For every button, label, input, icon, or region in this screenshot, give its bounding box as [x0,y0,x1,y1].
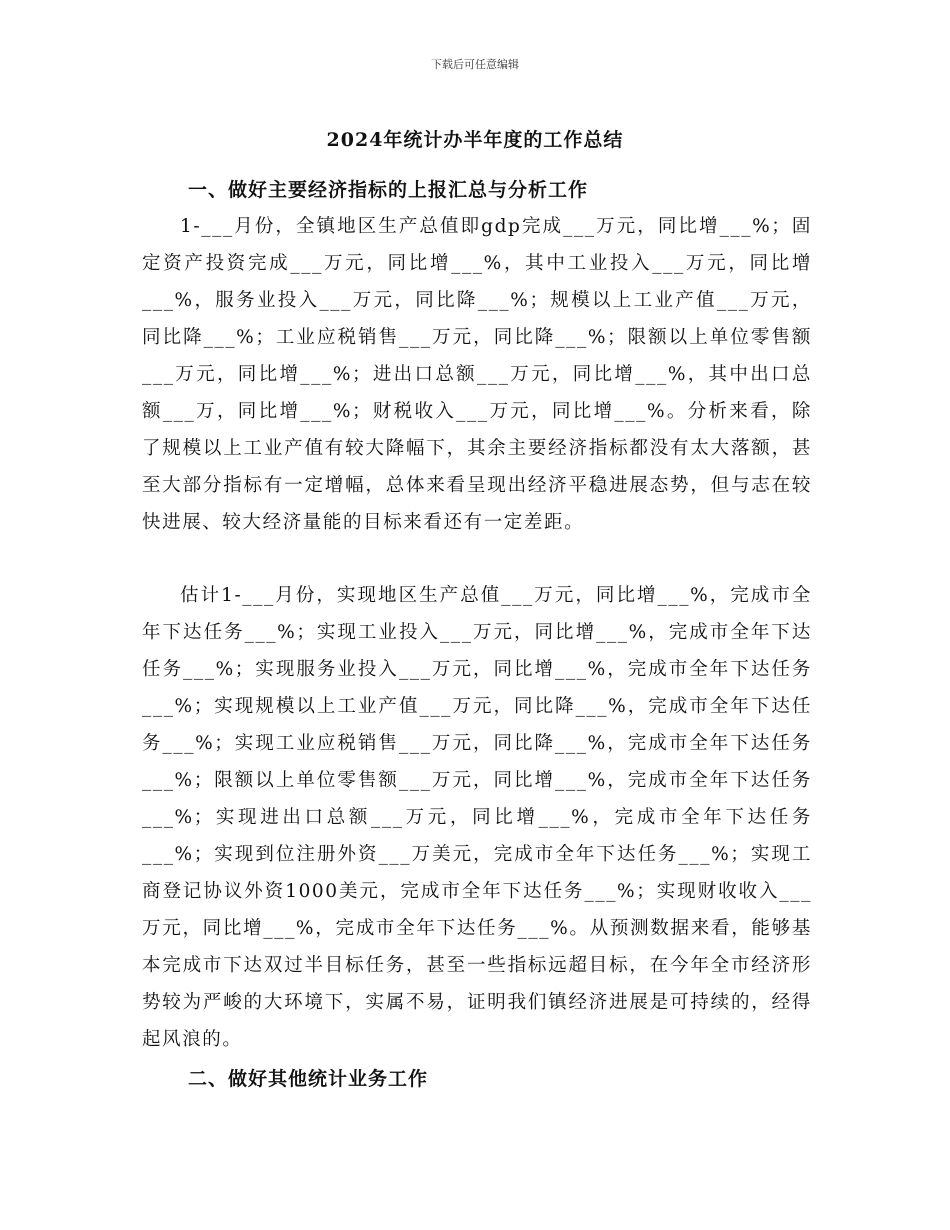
page-header-note: 下载后可任意编辑 [431,58,519,71]
paragraph-2: 估计1-___月份，实现地区生产总值___万元，同比增___%，完成市全年下达任务___%；实现工业投入___万元，同比增___%，完成市全年下达任务___%；实现服务业投入___万元，同比增___%，完成市全年下达任务___%；实现规模以上工业产值___万元，同比降___%，完成市全年下达任务___%；实现工业应税销售___万元，同比降___%，完成市全年下达任务___%；限额以上单位零售额___万元，同比增___%，完成市全年下达任务___%；实现进出口总额___万元，同比增___%，完成市全年下达任务___%；实现到位注册外资___万美元，完成市全年下达任务___%；实现工商登记协议外资1000美元，完成市全年下达任务___%；实现财收收入___万元，同比增___%，完成市全年下达任务___%。从预测数据来看，能够基本完成市下达双过半目标任务，甚至一些指标远超目标，在今年全市经济形势较为严峻的大环境下，实属不易，证明我们镇经济进展是可持续的，经得起风浪的。 [142,585,812,1050]
paragraph-1: 1-___月份，全镇地区生产总值即gdp完成___万元，同比增___%；固定资产投资完成___万元，同比增___%，其中工业投入___万元，同比增___%，服务业投入___万元，同比降___%；规模以上工业产值___万元，同比降___%；工业应税销售___万元，同比降___%；限额以上单位零售额___万元，同比增___%；进出口总额___万元，同比增___%，其中出口总额___万，同比增___%；财税收入___万元，同比增___%。分析来看，除了规模以上工业产值有较大降幅下，其余主要经济指标都没有太大落额，甚至大部分指标有一定增幅，总体来看呈现出经济平稳进展态势，但与志在较快进展、较大经济量能的目标来看还有一定差距。 [142,216,812,533]
section-heading-1: 一、做好主要经济指标的上报汇总与分析工作 [188,179,589,201]
document-title: 2024年统计办半年度的工作总结 [326,129,624,151]
section-heading-2: 二、做好其他统计业务工作 [188,1068,429,1090]
